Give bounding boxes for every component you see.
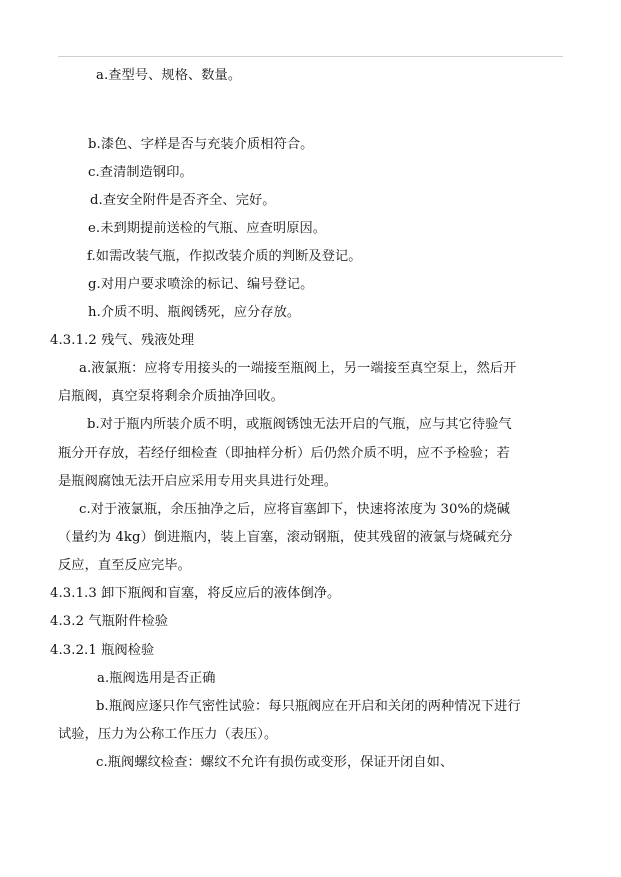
- paragraph-line: 反应，直至反应完毕。: [58, 558, 191, 573]
- paragraph-line: a.液氯瓶：应将专用接头的一端接至瓶阀上，另一端接至真空泵上，然后开: [79, 361, 517, 376]
- paragraph-line: （量约为 4kg）倒进瓶内，装上盲塞，滚动钢瓶，使其残留的液氯与烧碱充分: [58, 530, 513, 545]
- section-heading-4-3-2: 4.3.2 气瓶附件检验: [50, 614, 169, 629]
- paragraph-line: a.瓶阀选用是否正确: [97, 671, 216, 686]
- header-rule: [58, 56, 563, 57]
- check-item-a: a.查型号、规格、数量。: [96, 68, 242, 83]
- check-item-d: d.查安全附件是否齐全、完好。: [90, 193, 276, 208]
- section-heading-4-3-2-1: 4.3.2.1 瓶阀检验: [50, 643, 155, 658]
- check-item-h: h.介质不明、瓶阀锈死，应分存放。: [88, 305, 301, 320]
- paragraph-line: 是瓶阀腐蚀无法开启应采用专用夹具进行处理。: [58, 474, 338, 489]
- paragraph-line: c.对于液氯瓶，余压抽净之后，应将盲塞卸下，快速将浓度为 30%的烧碱: [79, 502, 511, 517]
- section-heading-4-3-1-2: 4.3.1.2 残气、残液处理: [50, 333, 195, 348]
- paragraph-line: b.瓶阀应逐只作气密性试验：每只瓶阀应在开启和关闭的两种情况下进行: [96, 699, 521, 714]
- check-item-f: f.如需改装气瓶，作拟改装介质的判断及登记。: [87, 249, 362, 264]
- check-item-g: g.对用户要求喷涂的标记、编号登记。: [88, 277, 314, 292]
- paragraph-line: 启瓶阀，真空泵将剩余介质抽净回收。: [58, 389, 284, 404]
- paragraph-line: 试验，压力为公称工作压力（表压）。: [58, 727, 278, 742]
- paragraph-line: c.瓶阀螺纹检查：螺纹不允许有损伤或变形，保证开闭自如、: [96, 755, 454, 770]
- check-item-c: c.查清制造钢印。: [88, 165, 193, 180]
- check-item-b: b.漆色、字样是否与充装介质相符合。: [88, 137, 314, 152]
- paragraph-line: b.对于瓶内所装介质不明，或瓶阀锈蚀无法开启的气瓶，应与其它待验气: [87, 417, 512, 432]
- paragraph-line: 瓶分开存放，若经仔细检查（即抽样分析）后仍然介质不明，应不予检验；若: [58, 446, 510, 461]
- section-heading-4-3-1-3: 4.3.1.3 卸下瓶阀和盲塞，将反应后的液体倒净。: [50, 586, 341, 601]
- check-item-e: e.未到期提前送检的气瓶、应查明原因。: [88, 221, 327, 236]
